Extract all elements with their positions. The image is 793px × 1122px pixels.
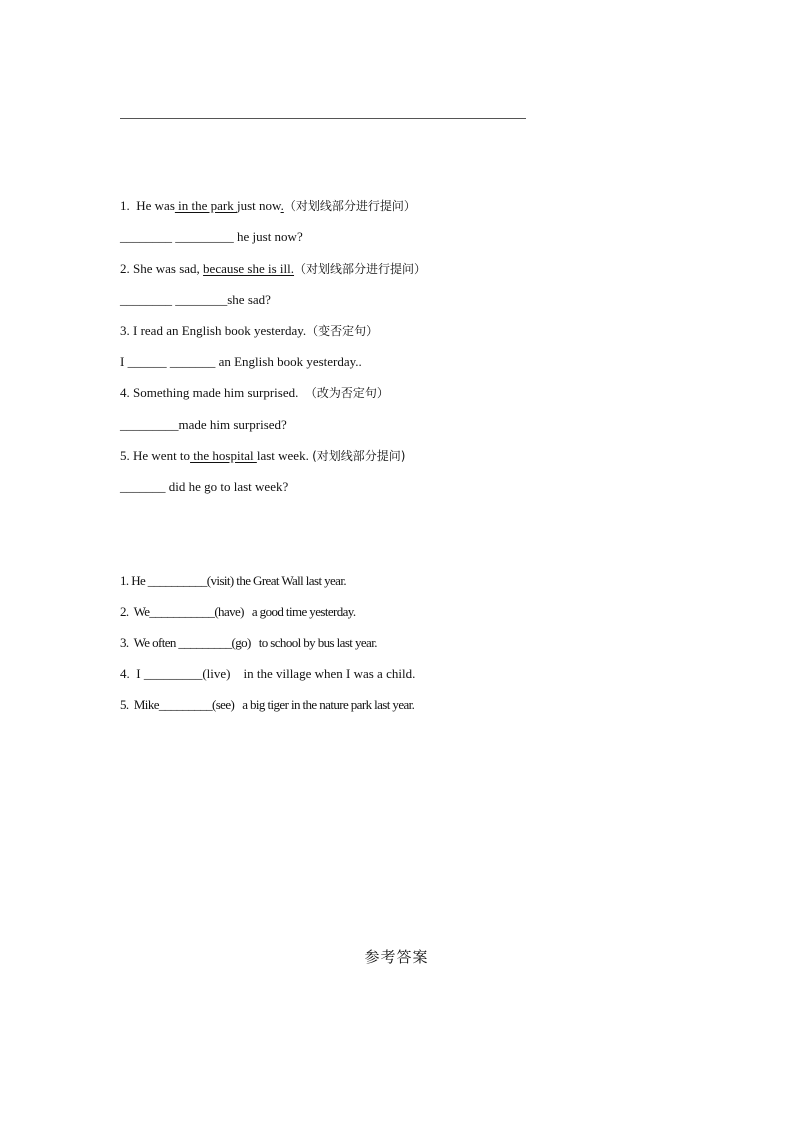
q1-underlined: in the park bbox=[174, 198, 237, 213]
answer-line-3: I ______ _______ an English book yesterday.. bbox=[120, 354, 362, 369]
question-5 bbox=[120, 448, 405, 464]
verb-item-3: 3. We often _________(go) to school by bus last year. bbox=[120, 635, 377, 650]
q1-suffix: just now bbox=[236, 198, 281, 213]
q4-text: 4. Something made him surprised. bbox=[120, 385, 305, 400]
q5-instruction: (对划线部分提问) bbox=[312, 449, 406, 463]
answer-line-5: _______ did he go to last week? bbox=[120, 479, 289, 494]
q3-instruction: （变否定句） bbox=[306, 324, 379, 338]
q5-underlined: the hospital bbox=[190, 448, 257, 463]
q1-prefix: 1. He was bbox=[120, 198, 175, 213]
verb-item-2: 2. We___________(have) a good time yesterday. bbox=[120, 604, 356, 619]
q5-prefix: 5. He went to bbox=[120, 448, 191, 463]
question-3 bbox=[120, 323, 378, 339]
q2-underlined: because she is ill. bbox=[203, 261, 295, 276]
top-divider bbox=[120, 118, 526, 119]
answer-line-1: ________ _________ he just now? bbox=[120, 229, 303, 244]
question-4 bbox=[120, 385, 389, 401]
q4-instruction: （改为否定句） bbox=[304, 386, 389, 400]
answer-line-2: ________ ________she sad? bbox=[120, 292, 271, 307]
verb-item-5: 5. Mike_________(see) a big tiger in the nature park last year. bbox=[120, 697, 415, 712]
question-2 bbox=[120, 261, 426, 277]
q1-mark: . bbox=[280, 198, 284, 213]
q5-suffix: last week. bbox=[256, 448, 313, 463]
verb-item-4: 4. I _________(live) in the village when I was a child. bbox=[120, 666, 416, 681]
q2-prefix: 2. She was sad, bbox=[120, 261, 204, 276]
q2-instruction: （对划线部分进行提问） bbox=[294, 262, 427, 276]
question-1 bbox=[120, 198, 416, 214]
answer-line-4: _________made him surprised? bbox=[120, 417, 287, 432]
verb-item-1: 1. He __________(visit) the Great Wall last year. bbox=[120, 573, 347, 588]
answer-key-title: 参考答案 bbox=[364, 948, 429, 966]
q1-instruction: （对划线部分进行提问） bbox=[283, 199, 416, 213]
q3-text: 3. I read an English book yesterday. bbox=[120, 323, 307, 338]
